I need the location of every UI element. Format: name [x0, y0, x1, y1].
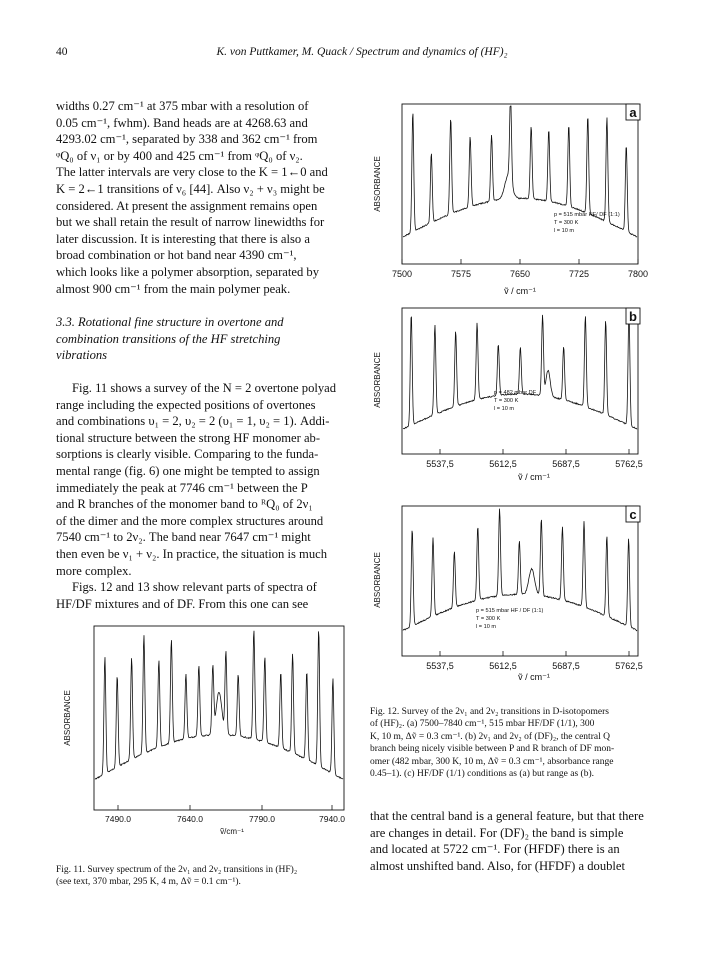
condition-line: T = 300 K: [554, 220, 579, 226]
condition-line: l = 10 m: [476, 624, 497, 630]
section-heading: [56, 314, 346, 364]
fig12b-ylabel: ABSORBANCE: [373, 352, 382, 408]
fig12-caption: [370, 706, 668, 780]
paragraph-right: [370, 808, 668, 874]
fig11-frame: [94, 626, 344, 810]
fig12c-xlabel: ṽ / cm⁻¹: [518, 672, 550, 680]
paragraph-1: [56, 98, 346, 297]
condition-line: T = 300 K: [494, 398, 519, 404]
fig12c-xtick-label: 5537,5: [426, 661, 454, 671]
fig11-xtick-label: 7790.0: [249, 814, 275, 824]
condition-line: p = 482 mbar DF: [494, 390, 537, 396]
fig12a-ticks: [402, 259, 638, 264]
fig12a-xtick-label: 7575: [450, 269, 472, 279]
fig12b-ticks: [440, 449, 629, 454]
fig12c-xtick-label: 5612,5: [489, 661, 517, 671]
fig12c-xtick-label: 5687,5: [552, 661, 580, 671]
fig11-xtick-label: 7640.0: [177, 814, 203, 824]
fig11-spectrum: [56, 616, 356, 846]
text-line: Fig. 11 shows a survey of the N = 2 overtone polyad: [72, 381, 337, 395]
fig12c-ylabel: ABSORBANCE: [373, 552, 382, 608]
text-line: and R branches of the monomer band to ᴿQ₀ of 2ν₁: [56, 497, 313, 512]
fig12b-xlabel: ṽ / cm⁻¹: [518, 472, 550, 482]
fig12c-xtick-label: 5762,5: [615, 661, 643, 671]
text-line: almost unshifted band. Also, for (HFDF) a doublet: [370, 858, 625, 873]
fig11-caption: [56, 864, 348, 889]
fig12c-frame: [402, 506, 638, 656]
text-line: which looks like a polymer absorption, separated by: [56, 264, 320, 279]
text-line: broad combination or hot band near 4390 cm⁻¹,: [56, 248, 297, 263]
text-line: range including the expected positions of overtones: [56, 397, 316, 412]
text-line: but we shall retain the result of narrow linewidths for: [56, 215, 325, 230]
panel-letter: c: [629, 507, 637, 522]
text-line: HF/DF mixtures and of DF. From this one can see: [56, 596, 309, 611]
text-line: ᵠQ₀ of ν₁ or by 400 and 425 cm⁻¹ from ᵠQ₀ of ν₂.: [56, 148, 303, 163]
text-line: more complex.: [56, 563, 132, 578]
fig11-xtick-label: 7490.0: [105, 814, 131, 824]
text-line: immediately the peak at 7746 cm⁻¹ between the P: [56, 480, 308, 495]
condition-line: T = 300 K: [476, 616, 501, 622]
text-line: 0.05 cm⁻¹, fwhm). Band heads are at 4268.63 and: [56, 115, 308, 130]
condition-line: p = 515 mbar HF / DF (1:1): [476, 608, 544, 614]
text-line: considered. At present the assignment remains open: [56, 198, 318, 213]
text-line: tional structure between the strong HF monomer ab-: [56, 430, 321, 445]
text-line: sorptions is clearly visible. Comparing to the funda-: [56, 447, 319, 462]
fig12b-xtick-label: 5537,5: [426, 459, 454, 469]
panel-letter: b: [629, 309, 637, 324]
text-line: widths 0.27 cm⁻¹ at 375 mbar with a resolution of: [56, 99, 309, 113]
fig11-ylabel: ABSORBANCE: [63, 690, 72, 746]
text-line: of the dimer and the more complex structures around: [56, 513, 324, 528]
condition-line: l = 10 m: [554, 228, 575, 234]
text-line: The latter intervals are very close to the K = 1←0 and: [56, 165, 328, 180]
heading-line: vibrations: [56, 348, 108, 363]
text-line: K = 2←1 transitions of ν₆ [44]. Also ν₂ + ν₃ might be: [56, 181, 325, 196]
fig12a-spectrum: [368, 98, 668, 298]
condition-line: p = 515 mbar HF/ DF (1:1): [554, 212, 620, 218]
fig12a-ylabel: ABSORBANCE: [373, 156, 382, 212]
fig12b-xtick-label: 5612,5: [489, 459, 517, 469]
caption-line: Fig. 11. Survey spectrum of the 2ν₁ and 2ν₂ transitions in (HF)₂: [56, 865, 298, 875]
fig12a-frame: [402, 104, 638, 264]
text-line: later discussion. It is interesting that there is also a: [56, 231, 310, 246]
caption-line: branch being nicely visible between P and R branch of DF mon-: [370, 744, 615, 755]
text-line: are changes in detail. For (DF)₂ the band is simple: [370, 825, 624, 840]
fig12a-xtick-label: 7500: [391, 269, 413, 279]
fig12a-xtick-label: 7650: [509, 269, 531, 279]
heading-line: 3.3. Rotational fine structure in overtone and: [56, 315, 284, 329]
fig12a-xtick-label: 7725: [568, 269, 590, 279]
caption-line: K, 10 m, Δṽ = 0.3 cm⁻¹. (b) 2ν₁ and 2ν₂ of (DF)₂, the central Q: [370, 731, 610, 742]
fig12a-xlabel: ṽ / cm⁻¹: [504, 286, 536, 296]
fig12b-spectrum: [368, 302, 668, 482]
paragraph-2: [56, 380, 346, 612]
caption-line: omer (482 mbar, 300 K, 10 m, Δṽ = 0.3 cm⁻¹, absorbance range: [370, 756, 614, 767]
text-line: 4293.02 cm⁻¹, separated by 338 and 362 cm⁻¹ from: [56, 132, 318, 147]
caption-line: (see text, 370 mbar, 295 K, 4 m, Δṽ = 0.1 cm⁻¹).: [56, 877, 241, 888]
fig11-trace: [95, 631, 343, 780]
running-title: K. von Puttkamer, M. Quack / Spectrum and dynamics of (HF)₂: [216, 46, 508, 58]
text-line: 7540 cm⁻¹ to 2ν₂. The band near 7647 cm⁻¹ might: [56, 530, 311, 545]
text-line: almost 900 cm⁻¹ from the main polymer peak.: [56, 281, 291, 296]
text-line: and combinations υ₁ = 2, υ₂ = 2 (υ₁ = 1, υ₂ = 1). Addi-: [56, 414, 330, 429]
fig12b-frame: [402, 308, 638, 454]
fig12b-xtick-label: 5762,5: [615, 459, 643, 469]
caption-line: of (HF)₂. (a) 7500–7840 cm⁻¹, 515 mbar HF/DF (1/1), 300: [370, 719, 595, 730]
page-number: 40: [56, 46, 68, 58]
text-line: Figs. 12 and 13 show relevant parts of spectra of: [72, 580, 317, 595]
fig12c-spectrum: [368, 500, 668, 680]
panel-letter: a: [629, 105, 637, 120]
heading-line: combination transitions of the HF stretching: [56, 331, 281, 346]
text-line: that the central band is a general feature, but that there: [370, 809, 644, 823]
fig11-xtick-label: 7940.0: [319, 814, 345, 824]
fig12a-xtick-label: 7800: [627, 269, 649, 279]
text-line: and located at 5722 cm⁻¹. For (HFDF) there is an: [370, 842, 620, 857]
fig12b-trace: [403, 312, 637, 430]
fig12b-xtick-label: 5687,5: [552, 459, 580, 469]
fig11-ticks: [118, 805, 332, 810]
running-header: [56, 46, 668, 62]
caption-line: Fig. 12. Survey of the 2ν₁ and 2ν₂ transitions in D-isotopomers: [370, 707, 609, 717]
fig11-xlabel: ṽ/cm⁻¹: [220, 827, 244, 836]
text-line: mental range (fig. 6) one might be tempted to assign: [56, 463, 320, 478]
caption-line: 0.45–1). (c) HF/DF (1/1) conditions as (a) but range as (b).: [370, 769, 594, 780]
text-line: then even be ν₁ + ν₂. In practice, the situation is much: [56, 546, 328, 561]
fig12c-ticks: [440, 651, 629, 656]
condition-line: l = 10 m: [494, 406, 515, 412]
